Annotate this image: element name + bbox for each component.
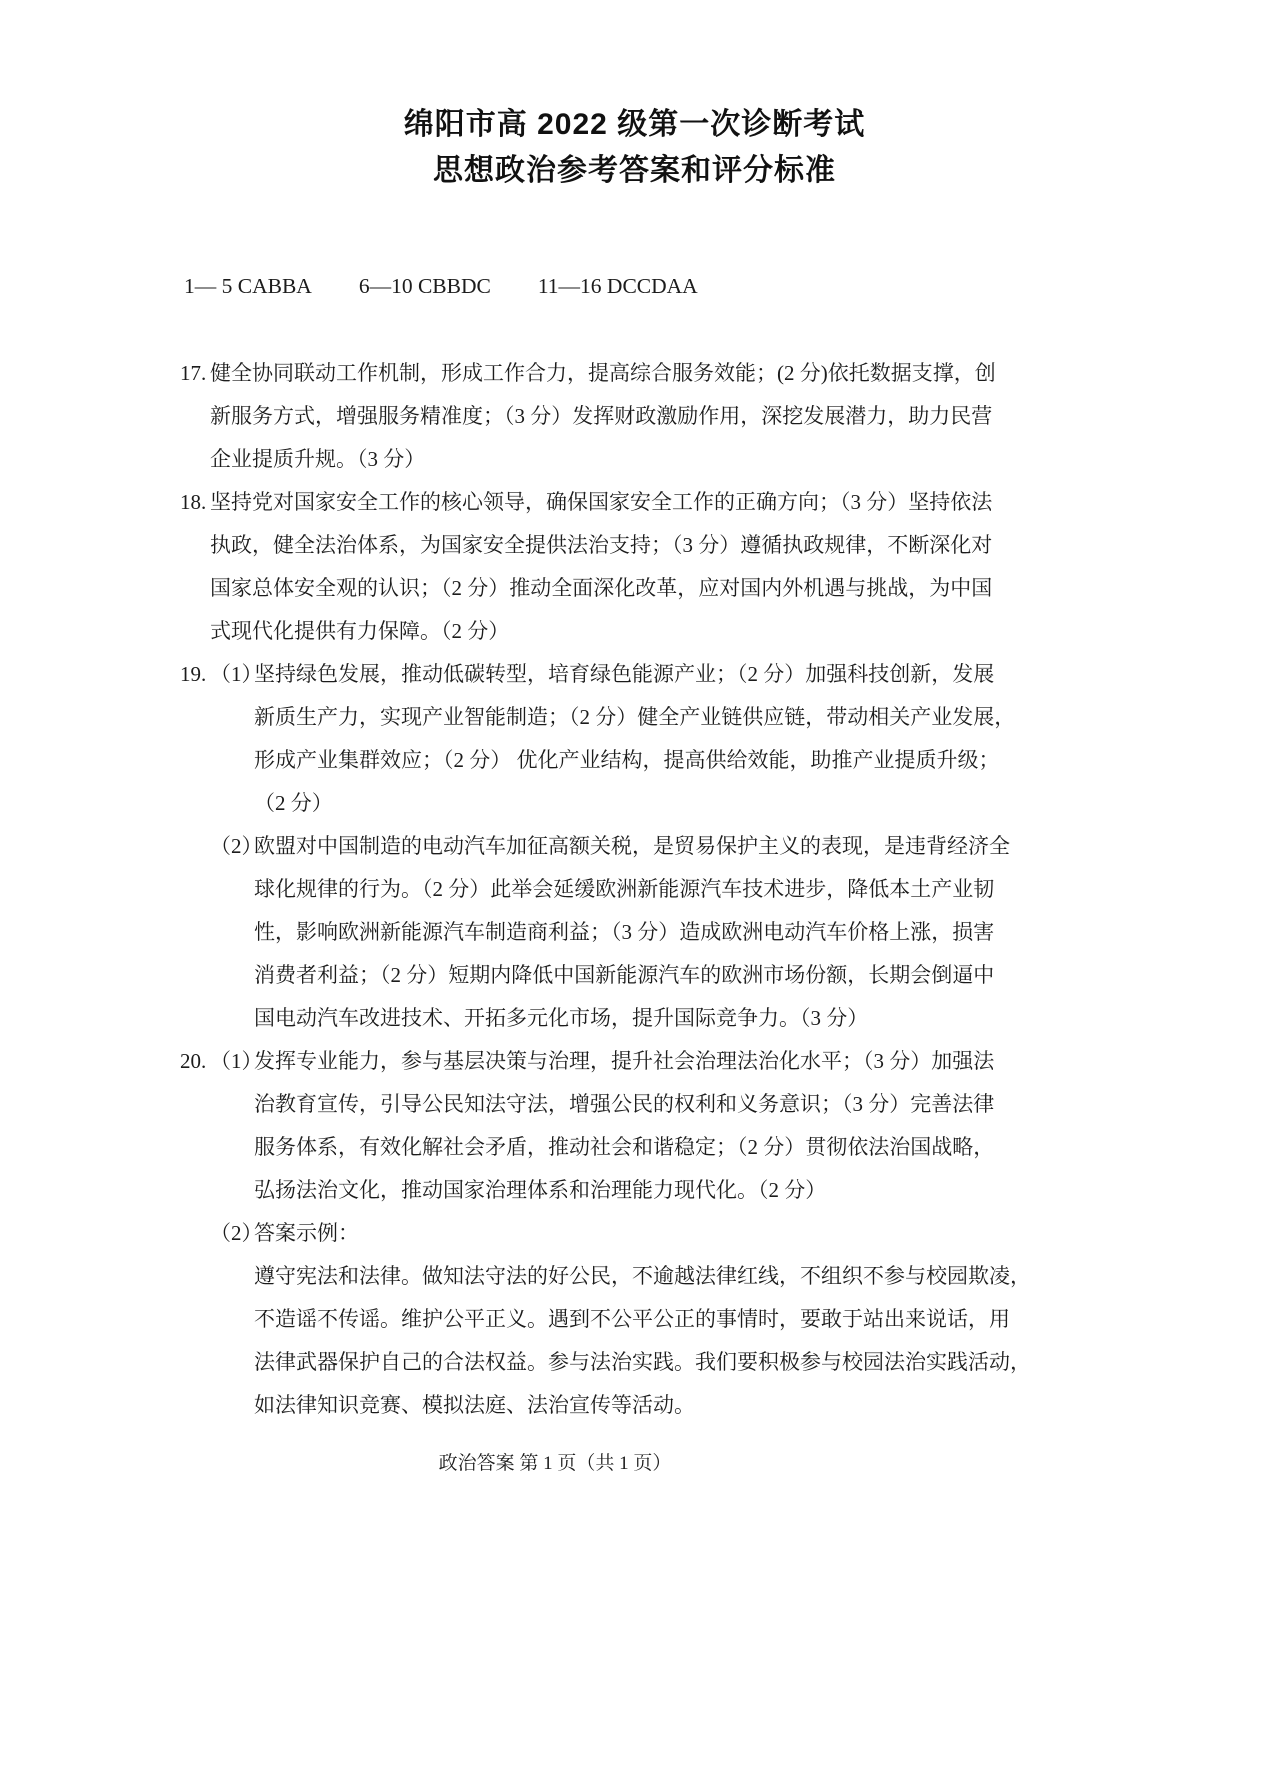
page-footer: 政治答案 第 1 页（共 1 页）: [438, 1453, 672, 1474]
answer-item-20-sub-2: [210, 1212, 1120, 1427]
answer-line: 球化规律的行为。（2 分）此举会延缓欧洲新能源汽车技术进步，降低本土产业韧: [254, 877, 995, 901]
answer-item-19: [180, 653, 1120, 1040]
answer-line: 国电动汽车改进技术、开拓多元化市场，提升国际竞争力。（3 分）: [254, 1006, 869, 1030]
answer-line: 治教育宣传，引导公民知法守法，增强公民的权利和义务意识；（3 分）完善法律: [254, 1092, 995, 1116]
answer-line: 健全协同联动工作机制，形成工作合力，提高综合服务效能；(2 分)依托数据支撑，创: [210, 361, 996, 385]
answer-line: 消费者利益；（2 分）短期内降低中国新能源汽车的欧洲市场份额，长期会倒逼中: [254, 963, 995, 987]
multiple-choice-answers: [184, 274, 698, 299]
item-number-20: 20.: [180, 1049, 207, 1073]
answer-item-17: [180, 352, 1120, 481]
answer-line: （2 分）: [254, 791, 333, 815]
mc-answers-group-1-5: 1— 5 CABBA: [184, 274, 312, 298]
answer-line: 新服务方式，增强服务精准度；（3 分）发挥财政激励作用，深挖发展潜力，助力民营: [210, 404, 993, 428]
answer-line: 性，影响欧洲新能源汽车制造商利益；（3 分）造成欧洲电动汽车价格上涨，损害: [254, 920, 995, 944]
document-title-line2: 思想政治参考答案和评分标准: [433, 154, 836, 187]
document-title: [0, 102, 1269, 194]
mc-answers-group-6-10: 6—10 CBBDC: [358, 274, 491, 298]
sub-item-marker: （1）: [210, 662, 263, 686]
answer-item-19-sub-1: [210, 653, 1120, 825]
answer-line: 弘扬法治文化，推动国家治理体系和治理能力现代化。（2 分）: [254, 1178, 827, 1202]
answer-item-20: [180, 1040, 1120, 1427]
item-number-17: 17.: [180, 361, 207, 385]
answer-line: 坚持党对国家安全工作的核心领导，确保国家安全工作的正确方向；（3 分）坚持依法: [210, 490, 993, 514]
document-title-line1: 绵阳市高 2022 级第一次诊断考试: [403, 108, 866, 141]
answer-line: 式现代化提供有力保障。（2 分）: [210, 619, 510, 643]
answer-item-18: [180, 481, 1120, 653]
answer-line: 发挥专业能力，参与基层决策与治理，提升社会治理法治化水平；（3 分）加强法: [254, 1049, 995, 1073]
answer-line: 企业提质升规。（3 分）: [210, 447, 426, 471]
answer-example-label: 答案示例：: [254, 1221, 359, 1245]
answer-line: 坚持绿色发展，推动低碳转型，培育绿色能源产业；（2 分）加强科技创新，发展: [254, 662, 995, 686]
answer-line: 欧盟对中国制造的电动汽车加征高额关税，是贸易保护主义的表现，是违背经济全: [254, 834, 1010, 858]
mc-answers-group-11-16: 11—16 DCCDAA: [537, 274, 698, 298]
item-number-19: 19.: [180, 662, 207, 686]
answer-line: 如法律知识竞赛、模拟法庭、法治宣传等活动。: [254, 1393, 695, 1417]
answer-line: 服务体系，有效化解社会矛盾，推动社会和谐稳定；（2 分）贯彻依法治国战略，: [254, 1135, 995, 1159]
answer-line: 执政，健全法治体系，为国家安全提供法治支持；（3 分）遵循执政规律，不断深化对: [210, 533, 993, 557]
sub-item-marker: （2）: [210, 1221, 263, 1245]
answer-item-20-sub-1: [210, 1040, 1120, 1212]
item-number-18: 18.: [180, 490, 207, 514]
answer-line: 不造谣不传谣。维护公平正义。遇到不公平公正的事情时，要敢于站出来说话，用: [254, 1307, 1010, 1331]
answers-body: [180, 352, 1120, 1427]
answer-line: 新质生产力，实现产业智能制造；（2 分）健全产业链供应链，带动相关产业发展，: [254, 705, 1016, 729]
answer-line: 法律武器保护自己的合法权益。参与法治实践。我们要积极参与校园法治实践活动，: [254, 1350, 1031, 1374]
answer-line: 形成产业集群效应；（2 分） 优化产业结构，提高供给效能，助推产业提质升级；: [254, 748, 1000, 772]
sub-item-marker: （1）: [210, 1049, 263, 1073]
sub-item-marker: （2）: [210, 834, 263, 858]
answer-item-19-sub-2: [210, 825, 1120, 1040]
answer-line: 遵守宪法和法律。做知法守法的好公民，不逾越法律红线，不组织不参与校园欺凌，: [254, 1264, 1031, 1288]
answer-line: 国家总体安全观的认识；（2 分）推动全面深化改革，应对国内外机遇与挑战，为中国: [210, 576, 993, 600]
